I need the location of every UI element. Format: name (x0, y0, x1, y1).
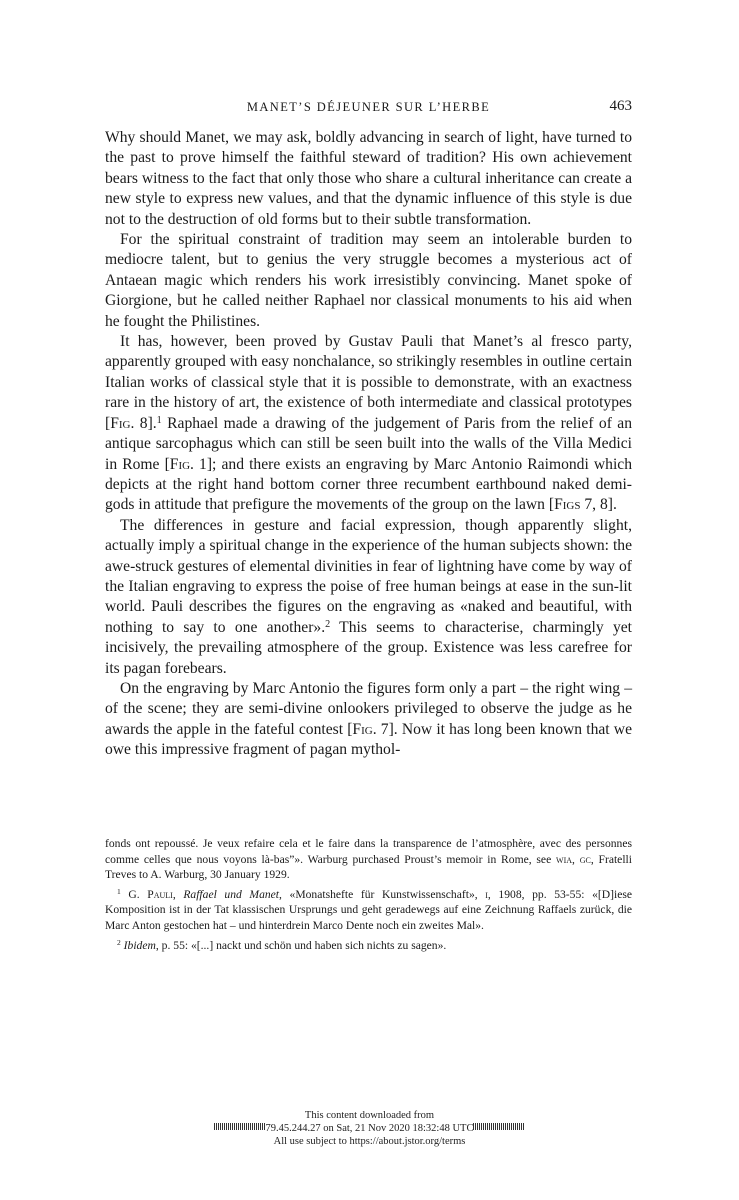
footnote-marker: 2 (325, 618, 331, 630)
footer-line-2 (0, 1123, 739, 1136)
paragraph-4 (105, 516, 632, 679)
footnote-continuation (105, 836, 632, 883)
text-run: , (572, 852, 580, 866)
author-name: Pauli (147, 887, 173, 901)
footer-line-1: This content downloaded from (304, 1110, 435, 1121)
text-run: fonds ont repoussé. Je veux refaire cela et le faire dans la transparence de l’atmosphère, avec des personnes comme celles que nous voyons là-bas”». Warburg purchased Proust’s memoir in Rome, see (105, 837, 632, 866)
text-run: G. (120, 887, 148, 901)
figure-reference: Fig. 8 (110, 414, 148, 432)
text-run: It has, however, been proved by Gustav Pauli that Manet’s al fresco party, apparently grouped with easy nonchalance, so strikingly resembles in outline certain Italian works of classical style that it is possible to demonstrate, with an exactness rare in the history of art, the existence of both intermediate and classical prototypes [ (105, 333, 632, 432)
running-head (105, 100, 632, 120)
work-title: Raffael und Manet (183, 887, 280, 901)
text-run: This seems to characterise, charmingly yet incisively, the prevailing atmosphere of the group. Existence was less carefree for its pagan forebears. (105, 618, 632, 677)
text-run: , (172, 887, 184, 901)
footnote-1 (105, 887, 632, 934)
download-footer (0, 1110, 739, 1148)
barcode-graphic (214, 1123, 266, 1130)
ibidem: Ibidem (123, 938, 156, 952)
running-title: MANET’S DÉJEUNER SUR L’HERBE (246, 100, 491, 114)
footnote-number: 2 (117, 937, 121, 947)
text-run: The differences in gesture and facial expression, though apparently slight, actually imply a spiritual change in the experience of the human subjects shown: the awe-struck gestures of elemental divinities in fear of lightning have come by way of the Italian engraving to express the poise of free human beings at ease in the sun-lit world. Pauli describes the figures on the engraving as «naked and beautiful, with nothing to say to one another». (105, 516, 632, 636)
paragraph-2: For the spiritual constraint of tradition may seem an intolerable burden to mediocre talent, but to genius the very struggle becomes a mysterious act of Antaean magic which renders his work irresistibly convincing. Manet spoke of Giorgione, but he called neither Raphael nor classical monuments to his aid when he fought the Philistines. (105, 231, 632, 330)
text-run: , «Monatshefte für Kunstwissenschaft», (279, 887, 486, 901)
text-run: , 1908, pp. 53-55: «[D]iese Komposition ist in der Tat klassischen Ursprungs und geht geradewegs auf eine Zeichnung Raffaels zurück, die Marc Anton gestochen hat – und hinterdrein Marco Dente noch ein zweites Mal». (105, 887, 632, 932)
footer-line-3: All use subject to https://about.jstor.org/terms (273, 1135, 466, 1147)
archive-abbreviation: wia (556, 852, 573, 866)
volume-number: i (485, 887, 488, 901)
footnotes (105, 836, 632, 953)
paragraph-1: Why should Manet, we may ask, boldly advancing in search of light, have turned to the past to prove himself the faithful steward of tradition? His own achievement bears witness to the fact that only those who share a cultural inheritance can create a new style to express new values, and that the dynamic influence of this style is due not to the destruction of old forms but to their subtle transformation. (105, 129, 632, 228)
text-run: ]; and there exists an engraving by Marc Antonio Raimondi which depicts at the right hand bottom corner three recumbent earthbound naked demi-gods in attitude that prefigure the movements of the group on the lawn [ (105, 455, 632, 514)
barcode-graphic (473, 1123, 525, 1130)
archive-abbreviation: gc (579, 852, 591, 866)
figure-reference: Fig. 7 (352, 720, 389, 738)
page-number: 463 (609, 98, 632, 114)
text-run: , p. 55: «[...] nackt und schön und haben sich nichts zu sagen». (155, 938, 447, 952)
text-run: ]. (147, 414, 157, 432)
text-run: Raphael made a drawing of the judgement of Paris from the relief of an antique sarcophagus which can still be seen built into the walls of the Villa Medici in Rome [ (105, 414, 633, 473)
footnote-marker: 1 (156, 414, 162, 426)
footer-ip-line: 79.45.244.27 on Sat, 21 Nov 2020 18:32:48 UTC (265, 1122, 474, 1134)
paragraph-5 (105, 679, 632, 761)
footnote-number: 1 (117, 887, 121, 897)
figure-reference: Fig. 1 (169, 455, 207, 473)
footnote-2 (105, 938, 632, 954)
text-run: On the engraving by Marc Antonio the figures form only a part – the right wing – of the scene; they are semi-divine onlookers privileged to observe the judge as he awards the apple in the fateful contest [ (105, 679, 632, 738)
text-run: ]. Now it has long been known that we owe this impressive fragment of pagan mythol- (105, 720, 632, 759)
paragraph-3 (105, 332, 632, 516)
text-run: ]. (607, 496, 617, 514)
main-text (105, 128, 632, 761)
text-run: , Fratelli Treves to A. Warburg, 30 January 1929. (105, 852, 632, 882)
figure-reference: Figs 7, 8 (554, 496, 608, 514)
